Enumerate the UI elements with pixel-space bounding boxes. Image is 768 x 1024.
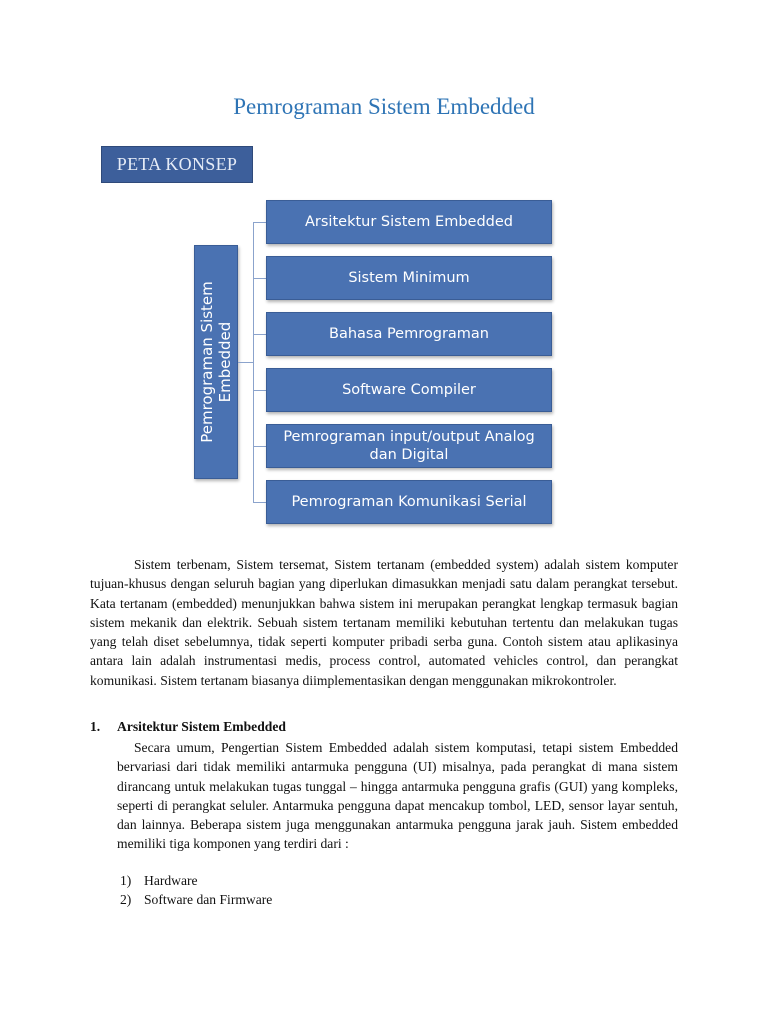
list-item-text: Hardware [144, 873, 198, 888]
peta-konsep-badge: PETA KONSEP [101, 146, 253, 183]
connector-branch [253, 222, 266, 223]
concept-root [194, 245, 238, 479]
intro-paragraph: Sistem terbenam, Sistem tersemat, Sistem tertanam (embedded system) adalah sistem komputer tujuan-khusus dengan seluruh bagian yang diperlukan dimasukkan menjadi satu dalam perangkat tersebut. Kata tertanam (embedded) menunjukkan bahwa sistem ini merupakan perangkat lengkap termasuk bagian sistem mekanik dan elektrik. Sebuah sistem tertanam memiliki kebutuhan tertentu dan melakukan tugas yang telah diset sebelumnya, tidak seperti komputer pribadi serba guna. Contoh sistem atau aplikasinya antara lain adalah instrumentasi medis, process control, automated vehicles control, dan perangkat komunikasi. Sistem tertanam biasanya diimplementasikan dengan menggunakan mikrokontroler. [90, 557, 678, 688]
concept-node: Pemrograman input/output Analog dan Digital [266, 424, 552, 468]
concept-root-line2: Embedded [216, 321, 234, 403]
list-item [120, 873, 198, 889]
section-heading [90, 719, 286, 735]
list-item-text: Software dan Firmware [144, 892, 273, 907]
concept-node: Arsitektur Sistem Embedded [266, 200, 552, 244]
connector-branch [253, 334, 266, 335]
connector-trunk [253, 222, 254, 502]
section-title: Arsitektur Sistem Embedded [117, 719, 286, 734]
section-number: 1. [90, 719, 101, 734]
list-item-number: 2) [120, 892, 132, 907]
connector-branch [253, 502, 266, 503]
section-body: Secara umum, Pengertian Sistem Embedded adalah sistem komputasi, tetapi sistem Embedded bervariasi dari tidak memiliki antarmuka pengguna (UI) misalnya, pada perangkat di mana sistem dirancang untuk melakukan tugas tunggal – hingga antarmuka pengguna grafis (GUI) yang kompleks, seperti di perangkat seluler. Antarmuka pengguna dapat mencakup tombol, LED, sensor layar sentuh, dan lainnya. Beberapa sistem juga menggunakan antarmuka pengguna jarak jauh. Sistem embedded memiliki tiga komponen yang terdiri dari : [117, 740, 678, 852]
concept-root-line1: Pemrograman Sistem [198, 281, 216, 443]
concept-node: Software Compiler [266, 368, 552, 412]
connector-branch [253, 446, 266, 447]
concept-node: Pemrograman Komunikasi Serial [266, 480, 552, 524]
page-title: Pemrograman Sistem Embedded [233, 94, 535, 119]
connector-branch [253, 278, 266, 279]
list-item-number: 1) [120, 873, 132, 888]
connector-branch [253, 390, 266, 391]
concept-node: Sistem Minimum [266, 256, 552, 300]
list-item [120, 892, 272, 908]
concept-node: Bahasa Pemrograman [266, 312, 552, 356]
connector-root [238, 362, 253, 363]
